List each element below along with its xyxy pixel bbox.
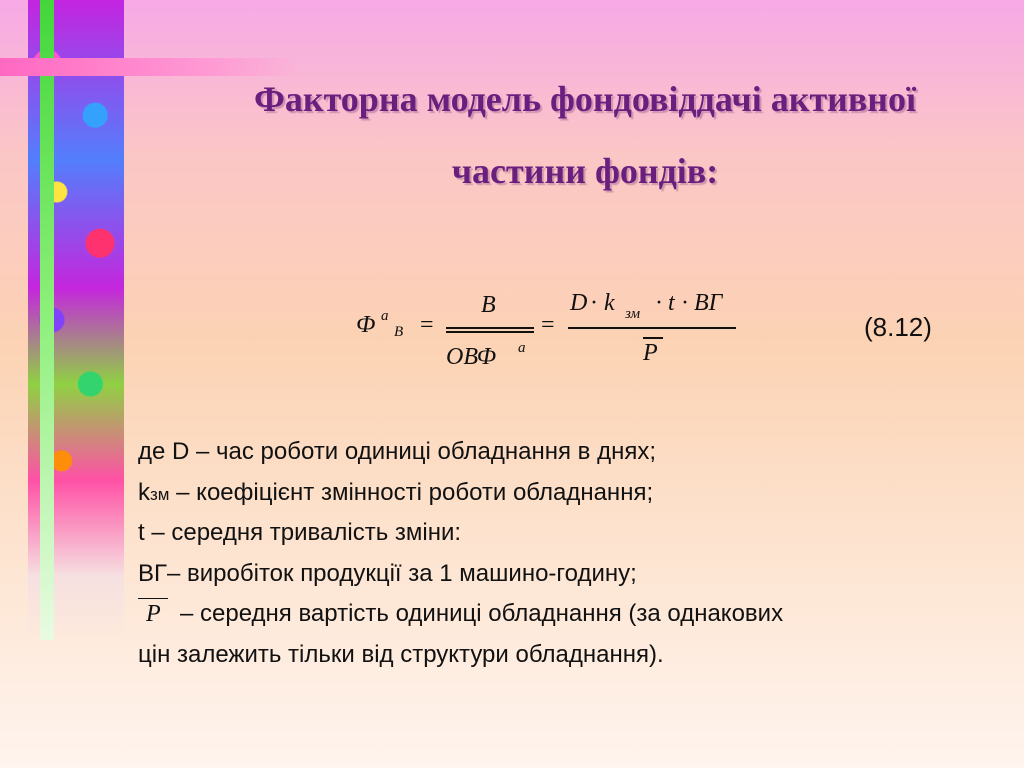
definition-D: де D – час роботи одиниці обладнання в днях;	[138, 438, 657, 465]
formula-frac2-denominator-overbar	[643, 337, 663, 339]
definition-P-continued: цін залежить тільки від структури обладнання).	[138, 640, 664, 668]
definition-k-symbol: k	[138, 478, 150, 506]
formula-frac1-denominator: ОВФ	[446, 344, 496, 370]
definition-t: t – середня тривалість зміни:	[138, 519, 462, 546]
formula-frac2-D: D	[570, 290, 588, 316]
formula-frac1-denominator-superscript: а	[518, 340, 526, 356]
definition-P	[138, 594, 998, 635]
formula-equals-2: =	[541, 312, 555, 338]
definition-k-text: – коефіцієнт змінності роботи обладнання;	[169, 478, 654, 506]
formula-frac2-dot-2: ·	[655, 290, 663, 316]
formula-frac1-numerator: В	[481, 292, 496, 318]
formula-frac2-k: k	[604, 290, 615, 316]
formula-frac1-bar	[446, 327, 534, 329]
formula-lhs-superscript: а	[381, 308, 389, 324]
formula-frac2-bar	[568, 327, 736, 329]
definition-k-subscript: зм	[150, 484, 170, 504]
definition-P-symbol: P	[138, 594, 172, 635]
slide-title-line-2: частини фондів:	[451, 151, 719, 191]
formula-lhs-subscript: В	[394, 324, 404, 340]
formula-frac2-k-subscript: зм	[625, 306, 641, 322]
decorative-green-bar	[40, 0, 54, 640]
formula-number: (8.12)	[864, 312, 932, 342]
formula-lhs-symbol: Ф	[356, 312, 376, 338]
definition-VG: ВГ– виробіток продукції за 1 машино-годину;	[138, 559, 637, 587]
definition-P-text: – середня вартість одиниці обладнання (за однакових	[180, 600, 784, 627]
formula-frac2-denominator: P	[643, 340, 658, 366]
formula-frac2-dot-3: ·	[681, 290, 689, 316]
formula-frac2-dot-1: ·	[590, 290, 598, 316]
formula-frac2-t: t	[668, 290, 675, 316]
definitions-list	[138, 432, 998, 675]
decorative-pink-band	[0, 58, 300, 76]
formula-equals-1: =	[420, 312, 434, 338]
formula-frac2-VG: ВГ	[694, 290, 723, 316]
formula-frac1-bar-2	[446, 331, 534, 333]
slide-title-line-1: Факторна модель фондовіддачі активної	[253, 79, 917, 119]
definition-k	[138, 473, 998, 514]
